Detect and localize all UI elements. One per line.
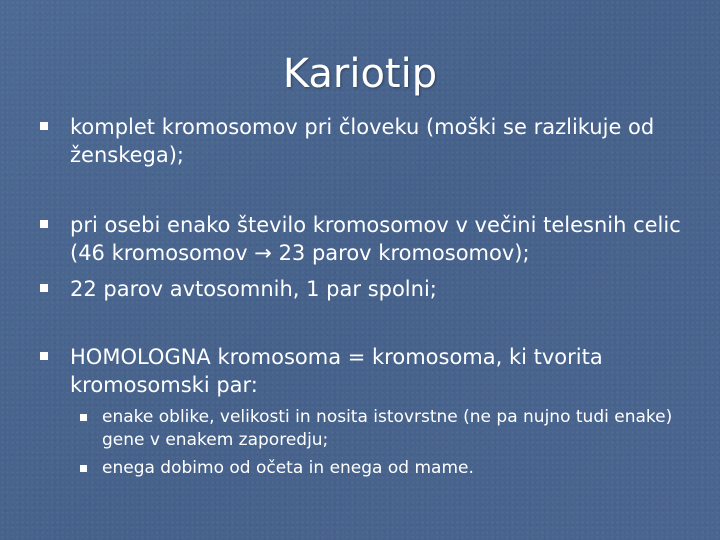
square-bullet-icon [40, 284, 48, 292]
sub-bullet-item [80, 406, 700, 452]
bullet-text [70, 211, 690, 267]
bullet-item [40, 275, 690, 303]
sub-bullet-item [80, 457, 700, 480]
bullet-text: HOMOLOGNA kromosoma = kromosoma, ki tvorita kromosomski par: [70, 345, 603, 397]
slide-title: Kariotip [282, 51, 438, 97]
bullet-text-part: 23 parov kromosomov); [271, 241, 530, 265]
square-bullet-icon [40, 122, 48, 130]
sub-bullet-text: enega dobimo od očeta in enega od mame. [102, 458, 474, 478]
bullet-text: komplet kromosomov pri človeku (moški se razlikuje od ženskega); [70, 115, 655, 167]
square-bullet-icon [40, 220, 48, 228]
bullet-item [40, 343, 690, 399]
square-bullet-icon [80, 414, 87, 421]
bullet-item [40, 113, 690, 169]
bullet-text: 22 parov avtosomnih, 1 par spolni; [70, 277, 437, 301]
square-bullet-icon [40, 352, 48, 360]
bullet-item [40, 211, 690, 267]
sub-bullet-text: enake oblike, velikosti in nosita istovrstne (ne pa nujno tudi enake) gene v enakem zaporedju; [102, 407, 673, 450]
arrow-right-icon: → [254, 241, 272, 265]
square-bullet-icon [80, 465, 87, 472]
bullet-text-part: pri osebi enako število kromosomov v večini telesnih celic (46 kromosomov [70, 213, 681, 265]
